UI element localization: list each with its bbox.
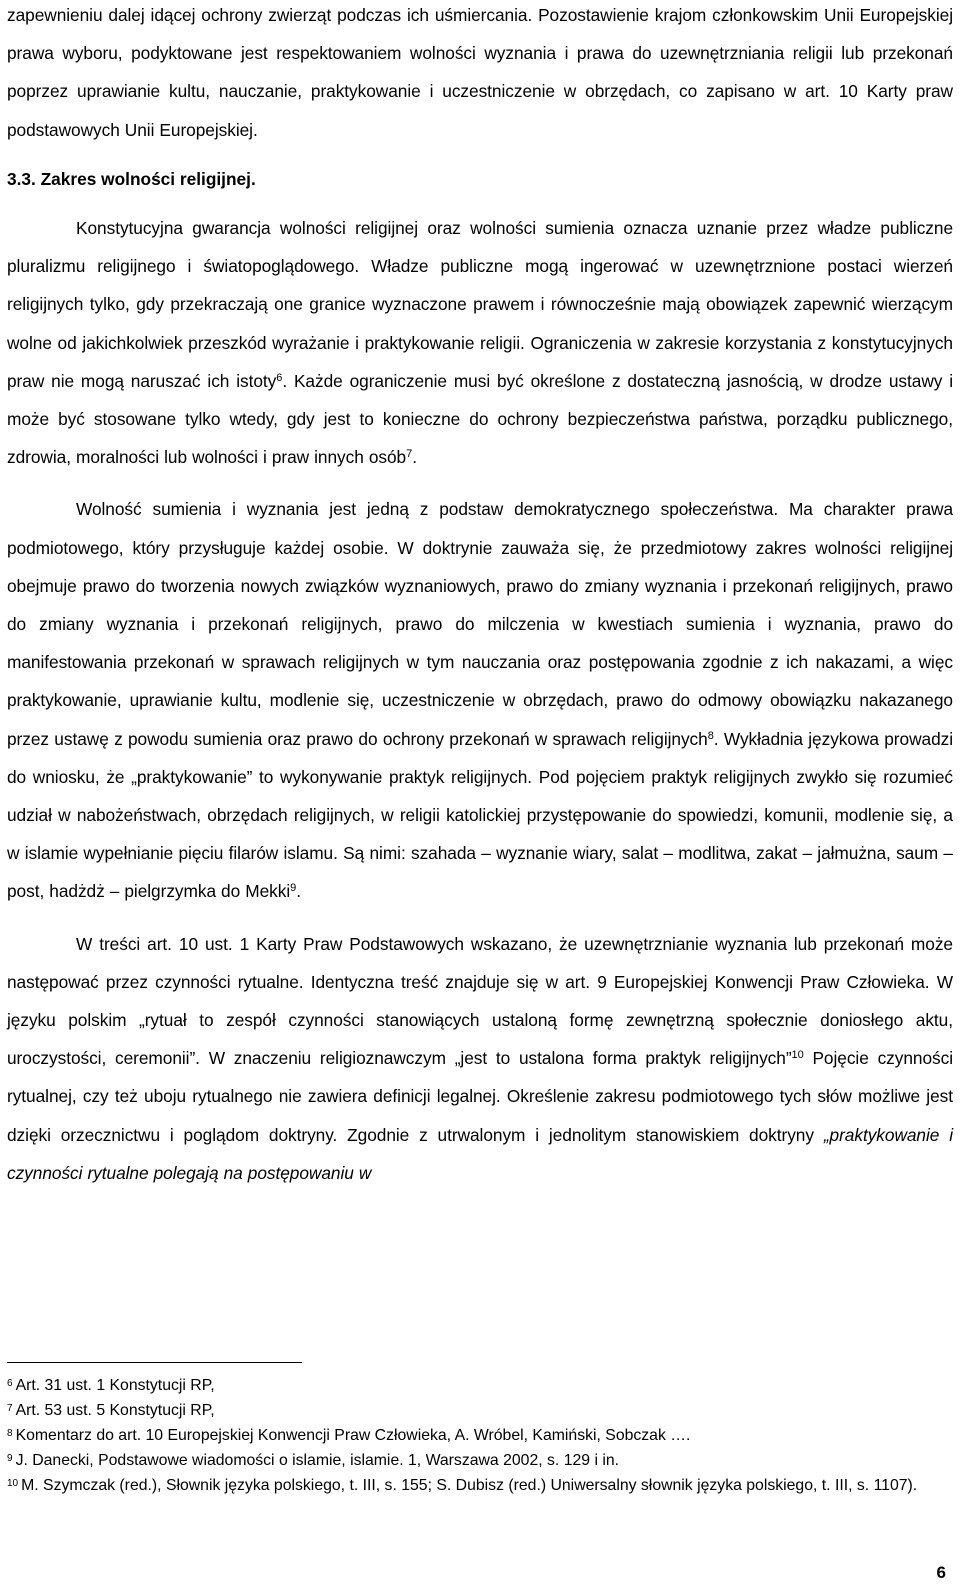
footnote-item: [7, 1373, 953, 1398]
paragraph-freedom-of-conscience: [7, 490, 953, 910]
footnote-item: [7, 1398, 953, 1423]
footnote-number: 6: [7, 1378, 13, 1389]
paragraph-text: .: [412, 447, 417, 468]
paragraph-text: Konstytucyjna gwarancja wolności religijnej oraz wolności sumienia oznacza uznanie przez władze publiczne pluralizmu religijnego i światopoglądowego. Władze publiczne mogą ingerować w uzewnętrznione postaci wierzeń religijnych tylko, gdy przekraczają one granice wyznaczone prawem i równocześnie mają obowiązek zapewnić wierzącym wolne od jakichkolwiek przeszkód wyrażanie i praktykowanie religii. Ograniczenia w zakresie korzystania z konstytucyjnych praw nie mogą naruszać ich istoty: [7, 218, 953, 391]
footnote-text: M. Szymczak (red.), Słownik języka polskiego, t. III, s. 155; S. Dubisz (red.) Uniwersalny słownik języka polskiego, t. III, s. 1107).: [21, 1477, 918, 1494]
footnote-number: 9: [7, 1453, 13, 1464]
footnote-text: Art. 31 ust. 1 Konstytucji RP,: [15, 1377, 215, 1394]
footnote-text: Art. 53 ust. 5 Konstytucji RP,: [15, 1402, 215, 1419]
footnote-ref[interactable]: 7: [406, 448, 413, 461]
italic-quote: „praktykowanie i czynności rytualne polegają na postępowaniu w: [7, 1124, 953, 1183]
paragraph-text: . Wykładnia językowa prowadzi do wniosku, że „praktykowanie” to wykonywanie praktyk religijnych. Pod pojęciem praktyk religijnych zwykło się rozumieć udział w nabożeństwach, obrzędach religijnych, w religii katolickiej przystępowanie do spowiedzi, komunii, modlenie się, a w islamie wypełnianie pięciu filarów islamu. Są nimi: szahada – wyznanie wiary, salat – modlitwa, zakat – jałmużna, saum – post, hadżdż – pielgrzymka do Mekki: [7, 728, 954, 902]
document-body: [7, 0, 953, 1192]
footnote-text: Komentarz do art. 10 Europejskiej Konwencji Praw Człowieka, A. Wróbel, Kamiński, Sobczak ….: [15, 1427, 691, 1444]
paragraph-ritual-acts: [7, 925, 953, 1192]
paragraph-continuation: zapewnieniu dalej idącej ochrony zwierząt podczas ich uśmiercania. Pozostawienie krajom członkowskim Unii Europejskiej prawa wyboru, podyktowane jest respektowaniem wolności wyznania i prawa do uzewnętrzniania religii lub przekonań poprzez uprawianie kultu, nauczanie, praktykowanie i uczestniczenie w obrzędach, co zapisano w art. 10 Karty praw podstawowych Unii Europejskiej.: [7, 5, 953, 140]
footnote-ref[interactable]: 8: [707, 729, 714, 742]
footnote-item: [7, 1448, 953, 1473]
paragraph-text: . Każde ograniczenie musi być określone z dostateczną jasnością, w drodze ustawy i może być stosowane tylko wtedy, gdy jest to konieczne do ochrony bezpieczeństwa państwa, porządku publicznego, zdrowia, moralności lub wolności i praw innych osób: [7, 370, 953, 468]
footnote-divider: [7, 1362, 302, 1363]
footnote-ref[interactable]: 10: [791, 1049, 804, 1062]
footnote-number: 8: [7, 1428, 13, 1439]
footnote-item: [7, 1423, 953, 1448]
paragraph-text: Pojęcie czynności rytualnej, czy też uboju rytualnego nie zawiera definicji legalnej. Określenie zakresu podmiotowego tych słów możliwe jest dzięki orzecznictwu i poglądom doktryny. Zgodnie z utrwalonym i jednolitym stanowiskiem doktryny: [7, 1048, 953, 1145]
footnote-ref[interactable]: 6: [276, 371, 283, 384]
footnote-item: [7, 1473, 953, 1498]
paragraph-text: W treści art. 10 ust. 1 Karty Praw Podstawowych wskazano, że uzewnętrznianie wyznania lub przekonań może następować przez czynności rytualne. Identyczna treść znajduje się w art. 9 Europejskiej Konwencji Praw Człowieka. W języku polskim „rytuał to zespół czynności stanowiących ustaloną formę zewnętrzną społecznie doniosłego aktu, uroczystości, ceremonii”. W znaczeniu religioznawczym „jest to ustalona forma praktyk religijnych”: [7, 933, 953, 1069]
footnotes-section: [7, 1362, 953, 1498]
page-number: 6: [936, 1563, 946, 1582]
section-heading: 3.3. Zakres wolności religijnej.: [7, 168, 256, 189]
footnote-number: 7: [7, 1403, 13, 1414]
paragraph-religious-freedom-guarantee: [7, 209, 953, 476]
paragraph-text: .: [296, 881, 301, 902]
footnote-ref[interactable]: 9: [290, 882, 297, 895]
footnote-number: 10: [7, 1478, 19, 1489]
footnote-text: J. Danecki, Podstawowe wiadomości o islamie, islamie. 1, Warszawa 2002, s. 129 i in.: [15, 1452, 620, 1469]
paragraph-text: Wolność sumienia i wyznania jest jedną z podstaw demokratycznego społeczeństwa. Ma charakter prawa podmiotowego, który przysługuje każdej osobie. W doktrynie zauważa się, że przedmiotowy zakres wolności religijnej obejmuje prawo do tworzenia nowych związków wyznaniowych, prawo do zmiany wyznania i przekonań religijnych, prawo do zmiany wyznania i przekonań religijnych, prawo do milczenia w kwestiach sumienia i wyznania, prawo do manifestowania przekonań w sprawach religijnych w tym nauczania oraz postępowania zgodnie z ich nakazami, a więc praktykowanie, uprawianie kultu, modlenie się, uczestniczenie w obrzędach, prawo do odmowy obowiązku nakazanego przez ustawę z powodu sumienia oraz prawo do ochrony przekonań w sprawach religijnych: [7, 499, 953, 749]
